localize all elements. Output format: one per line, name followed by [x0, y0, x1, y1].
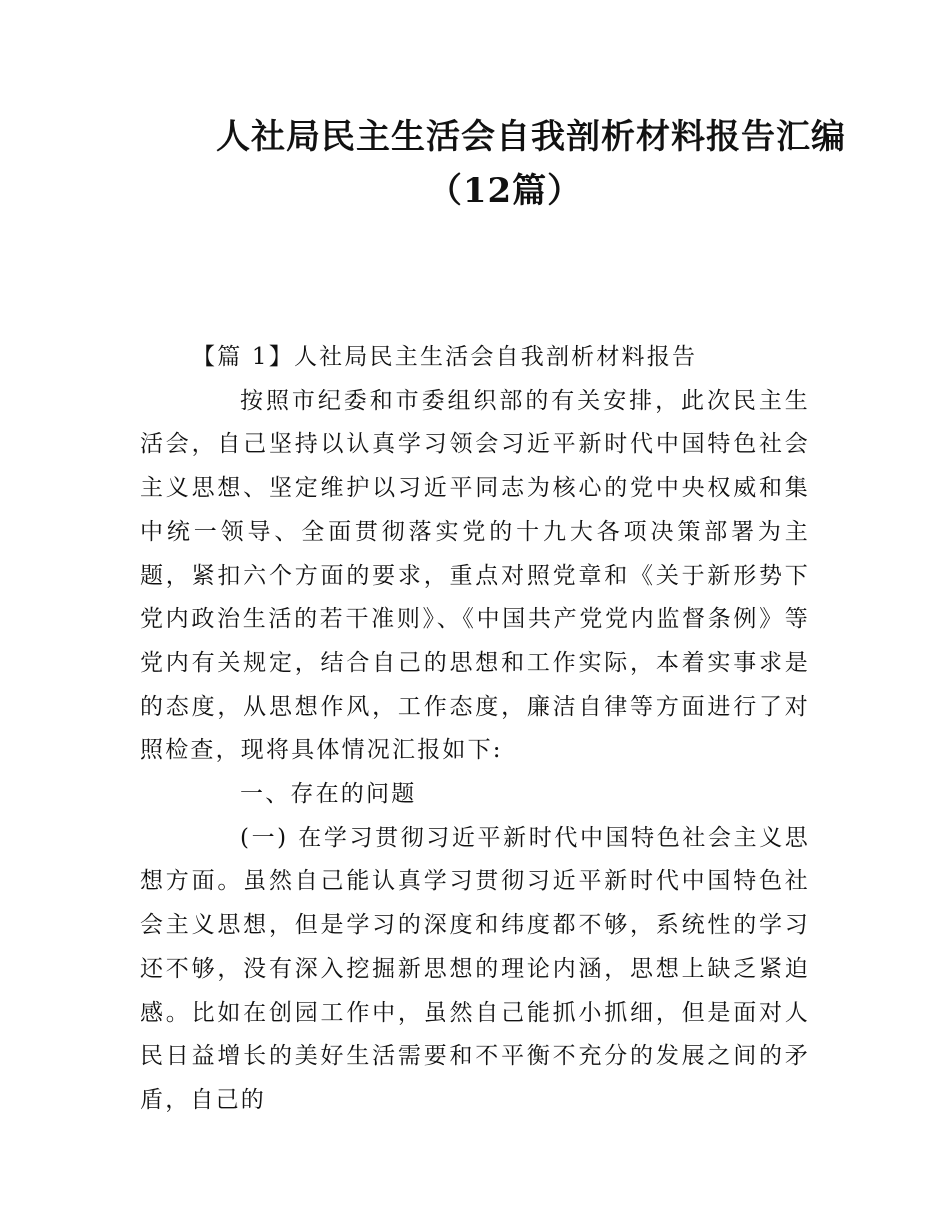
document-title-line2: （12篇） — [427, 171, 583, 211]
document-title — [140, 110, 870, 218]
paragraph-intro: 按照市纪委和市委组织部的有关安排，此次民主生活会，自己坚持以认真学习领会习近平新时代中国特色社会主义思想、坚定维护以习近平同志为核心的党中央权威和集中统一领导、全面贯彻落实党的十九大各项决策部署为主题，紧扣六个方面的要求，重点对照党章和《关于新形势下党内政治生活的若干准则》、《中国共产党党内监督条例》等党内有关规定，结合自己的思想和工作实际，本着实事求是的态度，从思想作风，工作态度，廉洁自律等方面进行了对照检查，现将具体情况汇报如下: — [140, 387, 810, 764]
subheading-problems: 一、存在的问题 — [240, 781, 417, 808]
document-title-line1: 人社局民主生活会自我剖析材料报告汇编 — [216, 117, 846, 157]
paragraph-problem-1: (一) 在学习贯彻习近平新时代中国特色社会主义思想方面。虽然自己能认真学习贯彻习近平新时代中国特色社会主义思想，但是学习的深度和纬度都不够，系统性的学习还不够，没有深入挖掘新思想的理论内涵，思想上缺乏紧迫感。比如在创园工作中，虽然自己能抓小抓细，但是面对人民日益增长的美好生活需要和不平衡不充分的发展之间的矛盾，自己的 — [140, 824, 810, 1113]
document-body — [140, 336, 810, 1123]
section-heading: 【篇 1】人社局民主生活会自我剖析材料报告 — [192, 344, 698, 370]
